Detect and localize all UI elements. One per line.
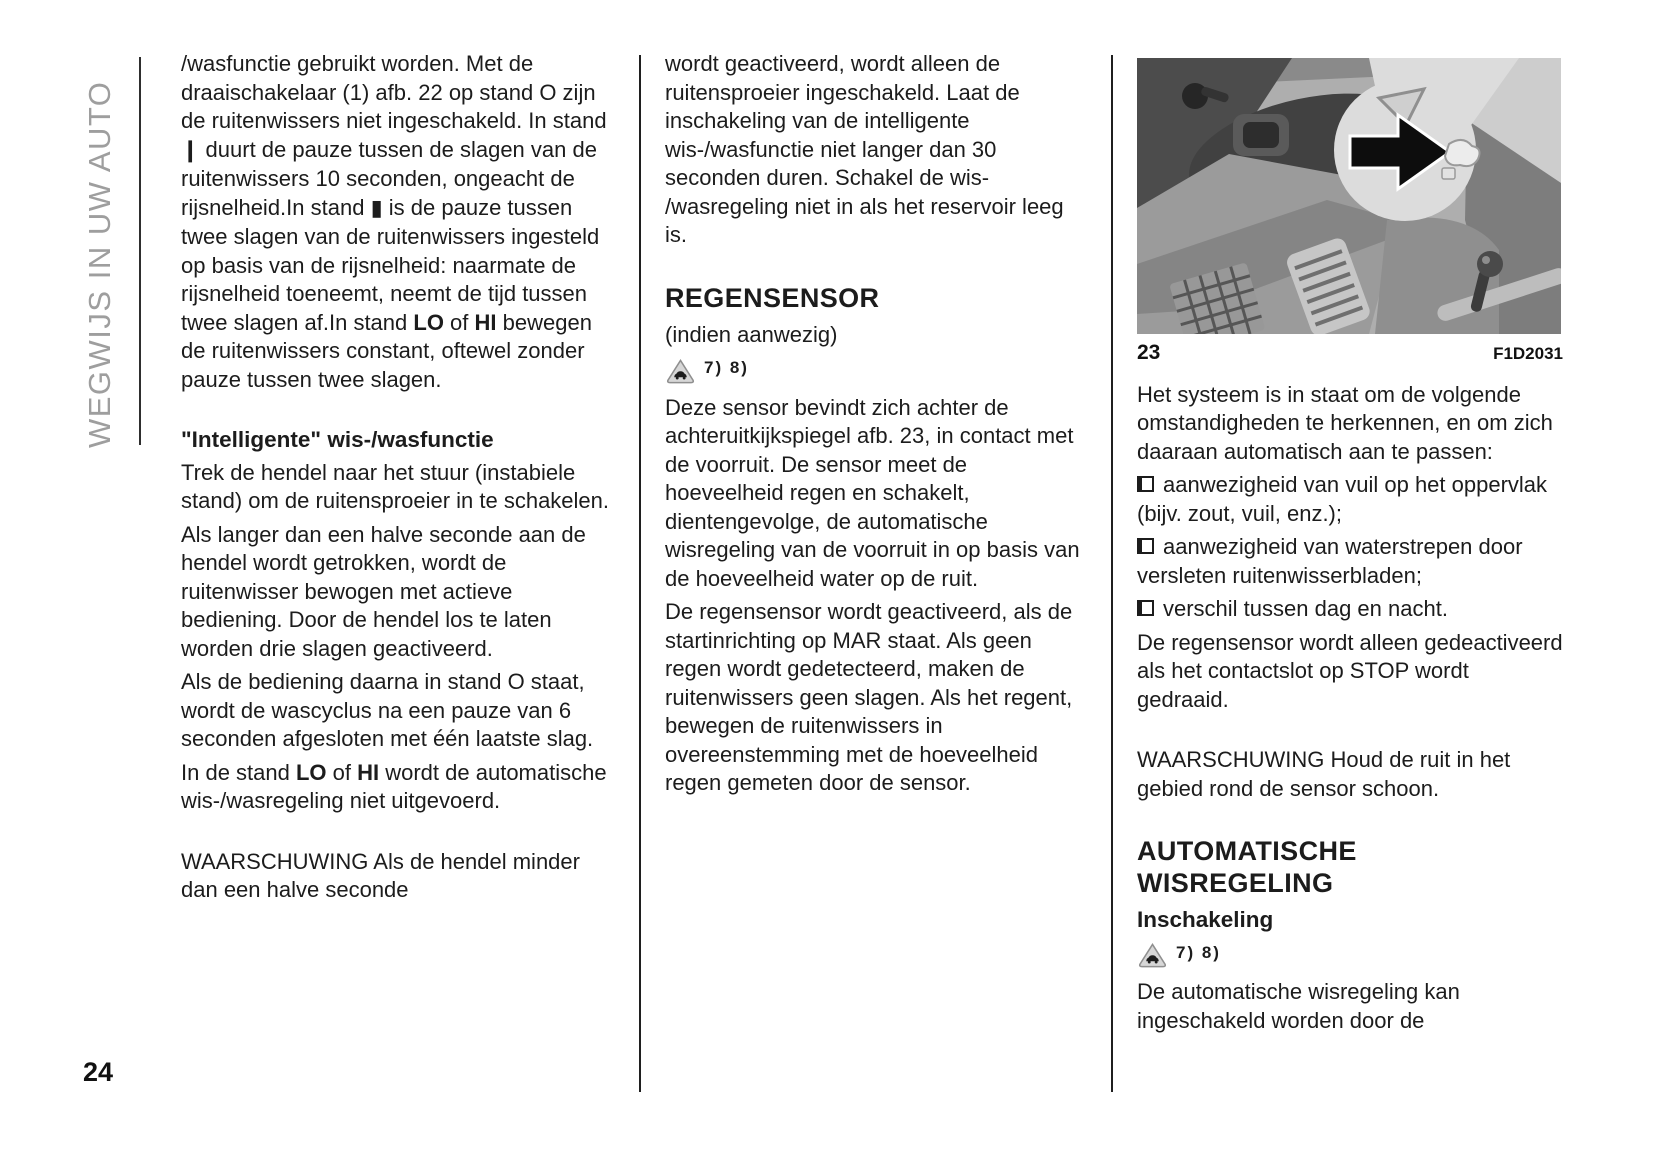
paragraph: Trek de hendel naar het stuur (instabiele stand) om de ruitensproeier in te schakelen. — [181, 459, 610, 513]
square-bullet-icon — [1137, 600, 1154, 616]
column-left-text — [181, 50, 613, 905]
spacer — [181, 399, 613, 426]
paragraph: De automatische wisregeling kan ingeschakeld worden door de — [1137, 979, 1460, 1033]
interior-scene — [1137, 58, 1561, 334]
paragraph: Als langer dan een halve seconde aan de hendel wordt getrokken, wordt de ruitenwisser bewogen met actieve bediening. Door de hendel los te laten worden drie slagen geactiveerd. — [181, 521, 586, 661]
bullet-item: aanwezigheid van vuil op het oppervlak (bijv. zout, vuil, enz.); — [1137, 472, 1548, 526]
paragraph: WAARSCHUWING Als de hendel minder dan een halve seconde — [181, 848, 580, 902]
paragraph: Het systeem is in staat om de volgende omstandigheden te herkennen, en om zich daaraan automatisch aan te passen: — [1137, 381, 1553, 464]
paragraph: (indien aanwezig) — [665, 321, 838, 347]
paragraph: Als de bediening daarna in stand O staat, wordt de wascyclus na een pauze van 6 seconden afgesloten met één laatste slag. — [181, 669, 594, 751]
page-number: 24 — [83, 1057, 114, 1087]
paragraph: In de stand LO of HI wordt de automatische wis-/wasregeling niet uitgevoerd. — [181, 759, 607, 813]
figure-caption — [1137, 339, 1563, 369]
figure-code: F1D2031 — [1493, 344, 1563, 363]
subsection-title: Inschakeling — [1137, 907, 1274, 932]
note-line — [1137, 939, 1563, 970]
figure-number: 23 — [1137, 341, 1161, 364]
car-warning-icon — [1137, 942, 1168, 969]
figure-rain-sensor — [1137, 58, 1563, 369]
spacer — [665, 255, 1089, 282]
rain-sensor-illustration — [1137, 58, 1561, 334]
note-line — [665, 354, 1089, 385]
paragraph: WAARSCHUWING Houd de ruit in het gebied rond de sensor schoon. — [1137, 747, 1511, 801]
square-bullet-icon — [1137, 538, 1154, 554]
spacer — [1137, 719, 1563, 746]
paragraph: Deze sensor bevindt zich achter de achteruitkijkspiegel afb. 23, in contact met de voorruit. De sensor meet de hoeveelheid regen en schakelt, dientengevolge, de automatische wisregeling van de voorruit in op basis van de hoeveelheid water op de ruit. — [665, 394, 1080, 591]
section-title: AUTOMATISCHE WISREGELING — [1137, 836, 1357, 898]
note-reference: 7) 8) — [704, 358, 749, 377]
column-right — [1137, 50, 1563, 1040]
paragraph: De regensensor wordt geactiveerd, als de startinrichting op MAR staat. Als geen regen wordt gedetecteerd, maken de ruitenwissers geen slagen. Als het regent, bewegen de ruitenwissers in overeenstemming met de hoeveelheid regen gemeten door de sensor. — [665, 599, 1073, 795]
column-left — [181, 50, 613, 910]
car-warning-icon — [665, 358, 696, 385]
bullet-item: verschil tussen dag en nacht. — [1137, 595, 1563, 624]
sidebar-rule — [139, 57, 141, 445]
spacer — [1137, 808, 1563, 835]
paragraph: wordt geactiveerd, wordt alleen de ruitensproeier ingeschakeld. Laat de inschakeling van de intelligente wis-/wasfunctie niet langer dan 30 seconden duren. Schakel de wis- /wasregeling niet in als het reservoir leeg is. — [665, 51, 1064, 247]
spacer — [181, 821, 613, 848]
paragraph: De regensensor wordt alleen gedeactiveerd als het contactslot op STOP wordt gedraaid. — [1137, 629, 1563, 712]
column-divider — [639, 55, 641, 1092]
column-right-text — [1137, 381, 1563, 1036]
square-bullet-icon — [1137, 476, 1154, 492]
chapter-sidebar-label: WEGWIJS IN UW AUTO — [82, 80, 117, 448]
column-middle-text — [665, 50, 1089, 798]
section-title: REGENSENSOR — [665, 282, 880, 313]
note-reference: 7) 8) — [1176, 942, 1221, 962]
subsection-title: "Intelligente" wis-/wasfunctie — [181, 427, 494, 452]
column-divider — [1111, 55, 1113, 1092]
bullet-item: aanwezigheid van waterstrepen door versleten ruitenwisserbladen; — [1137, 534, 1523, 588]
paragraph: /wasfunctie gebruikt worden. Met de draaischakelaar (1) afb. 22 op stand O zijn de ruitenwissers niet ingeschakeld. In stand ❙ duurt de pauze tussen de slagen van de ruitenwissers 10 seconden, ongeacht de rijsnelheid.In stand ▮ is de pauze tussen twee slagen van de ruitenwissers ingesteld op basis van de rijsnelheid: naarmate de rijsnelheid toeneemt, neemt de tijd tussen twee slagen af.In stand LO of HI bewegen de ruitenwissers constant, oftewel zonder pauze tussen twee slagen. — [181, 51, 607, 392]
column-middle — [665, 50, 1089, 803]
